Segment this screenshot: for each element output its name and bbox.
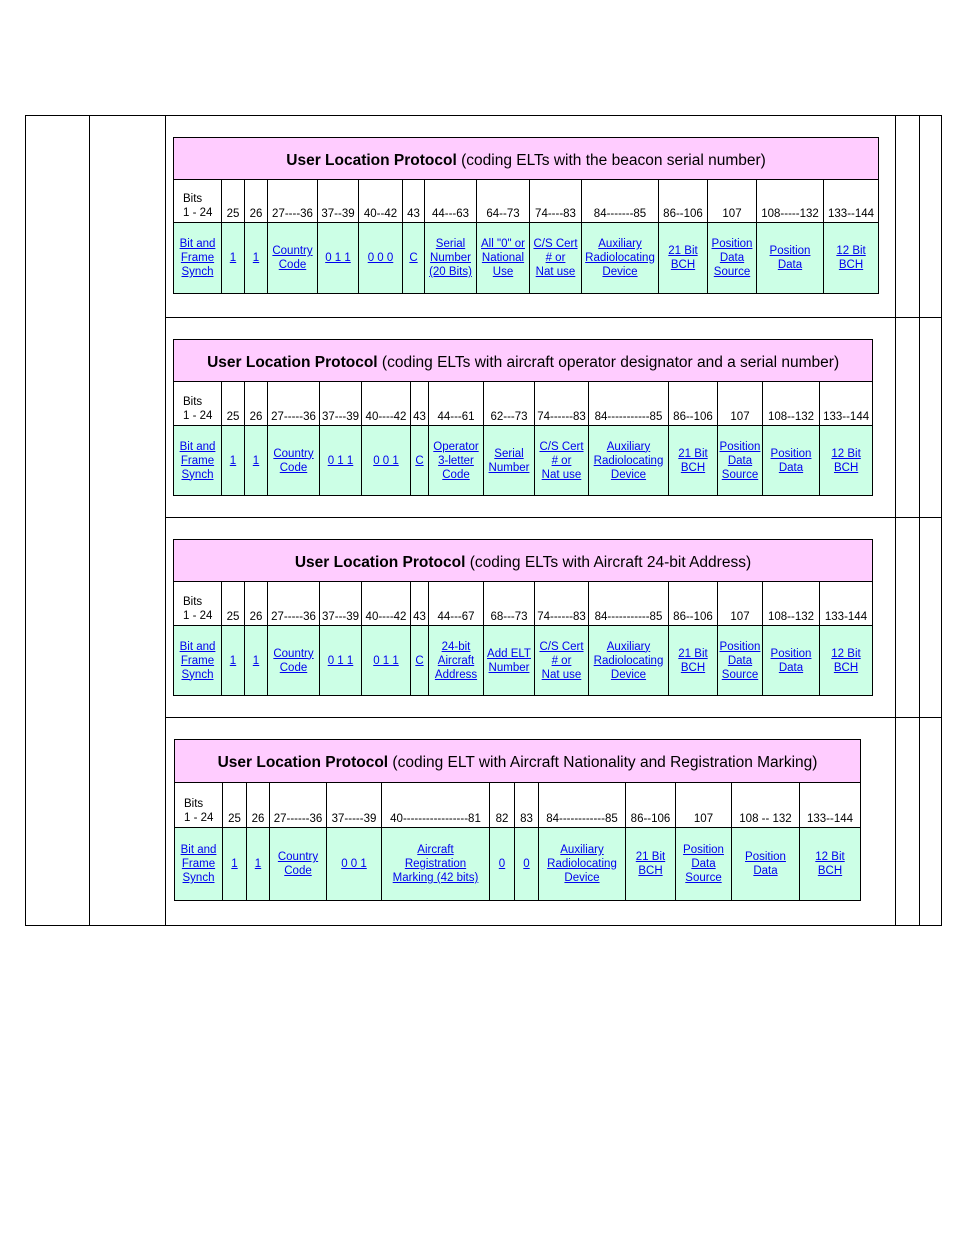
field-12-bit-bch[interactable]: 12 Bit BCH: [824, 223, 879, 294]
bit-range: 133--144: [824, 180, 879, 223]
bit-range: 107: [718, 382, 763, 426]
bit-range: 40----42: [362, 382, 411, 426]
field-protocol-flag[interactable]: 0 1 1: [318, 223, 359, 294]
bit-range: 84------------85: [539, 783, 626, 828]
bit-range: 86--106: [669, 382, 718, 426]
column-divider: [165, 115, 166, 926]
bit-range: 43: [411, 582, 429, 626]
bit-range: 26: [245, 382, 268, 426]
bit-range: 86--106: [659, 180, 708, 223]
bit-range: 68---73: [484, 582, 535, 626]
bit-range: 25: [223, 783, 247, 828]
field-bit-26[interactable]: 1: [245, 626, 268, 696]
field-bit-25[interactable]: 1: [222, 626, 245, 696]
protocol-table-24-bit-address: [173, 539, 872, 695]
field-position-data-source[interactable]: Position Data Source: [708, 223, 757, 294]
field-bit-25[interactable]: 1: [223, 828, 247, 901]
bit-range: 25: [222, 180, 245, 223]
field-bit-83[interactable]: 0: [515, 828, 539, 901]
bit-range: 108-----132: [757, 180, 824, 223]
bit-range: 27----36: [268, 180, 318, 223]
bit-range: 107: [708, 180, 757, 223]
field-position-data-source[interactable]: Position Data Source: [718, 426, 763, 496]
field-auxiliary-device[interactable]: Auxiliary Radiolocating Device: [582, 223, 659, 294]
bit-range: 44---63: [425, 180, 477, 223]
bit-range: 27-----36: [268, 382, 320, 426]
bit-range: 37--39: [318, 180, 359, 223]
field-protocol-code[interactable]: 0 0 1: [362, 426, 411, 496]
bits-header: Bits 1 - 24: [174, 582, 222, 626]
field-protocol-code[interactable]: 0 0 0: [359, 223, 403, 294]
field-12-bit-bch[interactable]: 12 Bit BCH: [820, 626, 873, 696]
field-country-code[interactable]: Country Code: [268, 626, 320, 696]
field-auxiliary-device[interactable]: Auxiliary Radiolocating Device: [539, 828, 626, 901]
bit-range: 62---73: [484, 382, 535, 426]
field-cs-cert[interactable]: C/S Cert # or Nat use: [530, 223, 582, 294]
field-21-bit-bch[interactable]: 21 Bit BCH: [659, 223, 708, 294]
row-divider: [165, 717, 942, 718]
bit-range: 26: [245, 180, 268, 223]
bit-range: 108--132: [763, 582, 820, 626]
field-12-bit-bch[interactable]: 12 Bit BCH: [820, 426, 873, 496]
field-protocol-flag[interactable]: 0 1 1: [320, 626, 362, 696]
bit-range: 74------83: [535, 382, 589, 426]
field-country-code[interactable]: Country Code: [270, 828, 327, 901]
bit-range: 107: [676, 783, 732, 828]
field-position-data[interactable]: Position Data: [763, 426, 820, 496]
field-12-bit-bch[interactable]: 12 Bit BCH: [800, 828, 861, 901]
field-21-bit-bch[interactable]: 21 Bit BCH: [626, 828, 676, 901]
table-title: User Location Protocol (coding ELTs with the beacon serial number): [174, 138, 879, 180]
field-auxiliary-device[interactable]: Auxiliary Radiolocating Device: [589, 426, 669, 496]
field-bit-frame-synch[interactable]: Bit and Frame Synch: [174, 223, 222, 294]
bits-header: Bits 1 - 24: [174, 382, 222, 426]
bit-range: 40-----------------81: [382, 783, 490, 828]
bit-range: 43: [403, 180, 425, 223]
bit-range: 37---39: [320, 582, 362, 626]
bit-range: 84-------85: [582, 180, 659, 223]
field-position-data[interactable]: Position Data: [763, 626, 820, 696]
bit-range: 25: [222, 382, 245, 426]
field-position-data[interactable]: Position Data: [732, 828, 800, 901]
field-aircraft-registration[interactable]: Aircraft Registration Marking (42 bits): [382, 828, 490, 901]
table-title: User Location Protocol (coding ELT with Aircraft Nationality and Registration Marking): [175, 740, 861, 783]
field-bit-25[interactable]: 1: [222, 223, 245, 294]
field-cs-cert[interactable]: C/S Cert # or Nat use: [535, 626, 589, 696]
bit-range: 40----42: [362, 582, 411, 626]
field-21-bit-bch[interactable]: 21 Bit BCH: [669, 426, 718, 496]
table-title: User Location Protocol (coding ELTs with aircraft operator designator and a serial number): [174, 340, 873, 382]
protocol-table-registration-marking: [174, 739, 860, 900]
field-cs-cert[interactable]: C/S Cert # or Nat use: [535, 426, 589, 496]
bit-range: 40--42: [359, 180, 403, 223]
field-position-data-source[interactable]: Position Data Source: [718, 626, 763, 696]
field-position-data[interactable]: Position Data: [757, 223, 824, 294]
bit-range: 133--144: [820, 382, 873, 426]
field-serial-number[interactable]: Serial Number (20 Bits): [425, 223, 477, 294]
field-protocol-flag[interactable]: 0 1 1: [320, 426, 362, 496]
bit-range: 108 -- 132: [732, 783, 800, 828]
bit-range: 108--132: [763, 382, 820, 426]
bit-range: 107: [718, 582, 763, 626]
field-bit-26[interactable]: 1: [245, 426, 268, 496]
column-divider: [89, 115, 90, 926]
bit-range: 37---39: [320, 382, 362, 426]
column-divider: [919, 115, 920, 926]
field-operator-code[interactable]: Operator 3-letter Code: [429, 426, 484, 496]
bit-range: 44---67: [429, 582, 484, 626]
bit-range: 86--106: [669, 582, 718, 626]
bit-range: 74------83: [535, 582, 589, 626]
bit-range: 84-----------85: [589, 582, 669, 626]
field-bit-frame-synch[interactable]: Bit and Frame Synch: [175, 828, 223, 901]
column-divider: [895, 115, 896, 926]
field-c[interactable]: C: [403, 223, 425, 294]
bit-range: 74----83: [530, 180, 582, 223]
protocol-table-operator-designator: [173, 339, 872, 495]
field-protocol-code[interactable]: 0 0 1: [327, 828, 382, 901]
bit-range: 64--73: [477, 180, 530, 223]
field-bit-frame-synch[interactable]: Bit and Frame Synch: [174, 626, 222, 696]
field-bit-26[interactable]: 1: [247, 828, 270, 901]
bit-range: 25: [222, 582, 245, 626]
field-bit-25[interactable]: 1: [222, 426, 245, 496]
bit-range: 37-----39: [327, 783, 382, 828]
field-add-elt-number[interactable]: Add ELT Number: [484, 626, 535, 696]
bit-range: 84-----------85: [589, 382, 669, 426]
field-c[interactable]: C: [411, 626, 429, 696]
bit-range: 86--106: [626, 783, 676, 828]
bit-range: 27-----36: [268, 582, 320, 626]
field-national-use[interactable]: All "0" or National Use: [477, 223, 530, 294]
table-title: User Location Protocol (coding ELTs with Aircraft 24-bit Address): [174, 540, 873, 582]
bit-range: 82: [490, 783, 515, 828]
field-serial-number[interactable]: Serial Number: [484, 426, 535, 496]
bit-range: 133--144: [800, 783, 861, 828]
protocol-table-serial-number: [173, 137, 878, 293]
field-country-code[interactable]: Country Code: [268, 223, 318, 294]
bit-range: 27------36: [270, 783, 327, 828]
bits-header: Bits 1 - 24: [175, 783, 223, 828]
field-bit-26[interactable]: 1: [245, 223, 268, 294]
row-divider: [165, 317, 942, 318]
field-bit-82[interactable]: 0: [490, 828, 515, 901]
bit-range: 44---61: [429, 382, 484, 426]
bit-range: 26: [247, 783, 270, 828]
field-protocol-code[interactable]: 0 1 1: [362, 626, 411, 696]
field-bit-frame-synch[interactable]: Bit and Frame Synch: [174, 426, 222, 496]
bit-range: 43: [411, 382, 429, 426]
field-21-bit-bch[interactable]: 21 Bit BCH: [669, 626, 718, 696]
field-auxiliary-device[interactable]: Auxiliary Radiolocating Device: [589, 626, 669, 696]
row-divider: [165, 517, 942, 518]
bit-range: 26: [245, 582, 268, 626]
field-position-data-source[interactable]: Position Data Source: [676, 828, 732, 901]
bits-header: Bits 1 - 24: [174, 180, 222, 223]
bit-range: 133-144: [820, 582, 873, 626]
field-country-code[interactable]: Country Code: [268, 426, 320, 496]
field-aircraft-address[interactable]: 24-bit Aircraft Address: [429, 626, 484, 696]
bit-range: 83: [515, 783, 539, 828]
field-c[interactable]: C: [411, 426, 429, 496]
